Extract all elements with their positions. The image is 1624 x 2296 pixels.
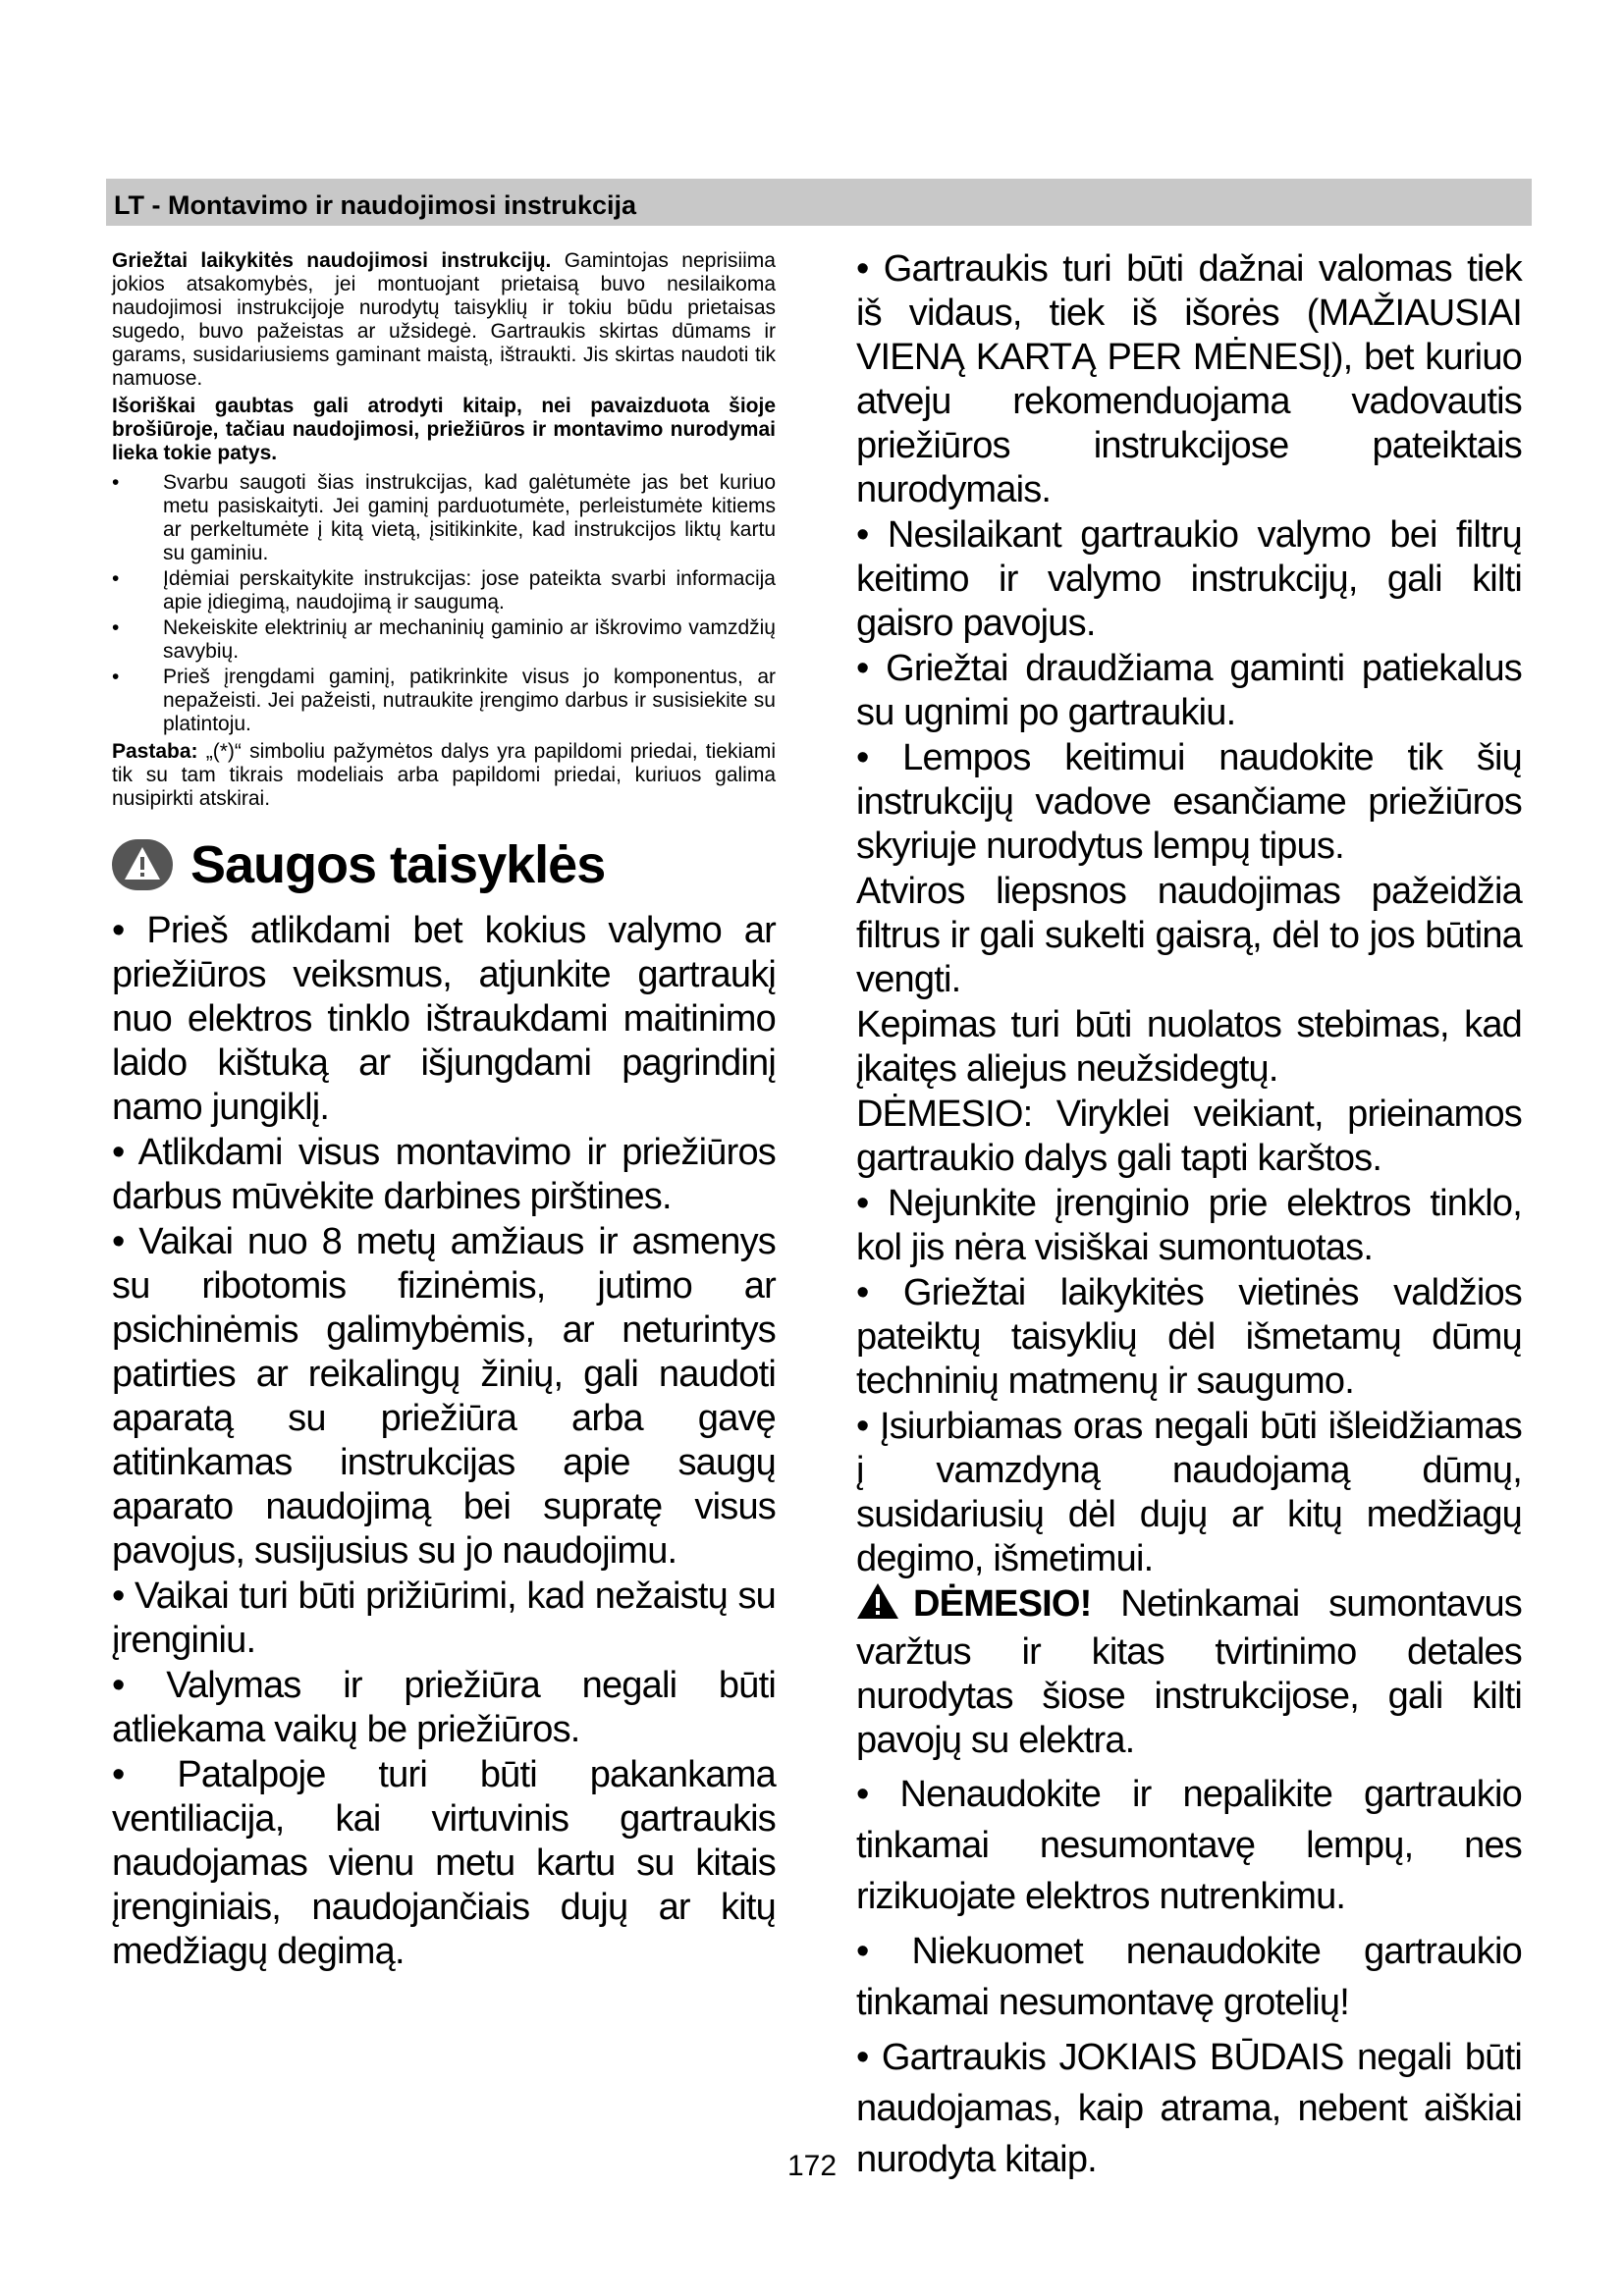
intro-text: Gamintojas neprisiima jokios atsakomybės, jei montuojant prietaisą buvo nesilaikoma naudojimosi instrukcijoje nurodytų taisyklių ir tokiu būdu prietaisas sugedo, buvo pažeistas ar užsidegė. Gartraukis skirtas dūmams ir garams, susidariusiems gaminant maistą, ištraukti. Jis skirtas naudoti tik namuose. [112,249,776,390]
safety-paragraph: • Gartraukis turi būti dažnai valomas tiek iš vidaus, tiek iš išorės (MAŽIAUSIAI VIENĄ KARTĄ PER MĖNESĮ), bet kuriuo atveju rekomenduojama vadovautis priežiūros instrukcijose pateiktais nurodymais. [856,248,1522,510]
safety-heading [112,834,776,895]
note-paragraph [112,740,776,811]
safety-paragraph: • Vaikai turi būti prižiūrimi, kad nežaistų su įrenginiu. [112,1575,776,1661]
note-text: „(*)“ simboliu pažymėtos dalys yra papildomi priedai, tiekiami tik su tam tikrais modeliais arba papildomi priedai, kuriuos galima nusipirkti atskirai. [112,740,776,810]
safety-paragraph: DĖMESIO: Viryklei veikiant, prieinamos gartraukio dalys gali tapti karštos. [856,1094,1522,1179]
safety-paragraph: • Nesilaikant gartraukio valymo bei filtrų keitimo ir valymo instrukcijų, gali kilti gaisro pavojus. [856,514,1522,644]
safety-paragraph: • Griežtai draudžiama gaminti patiekalus su ugnimi po gartraukiu. [856,648,1522,733]
warning-icon [112,839,173,890]
safety-paragraph: • Atlikdami visus montavimo ir priežiūros darbus mūvėkite darbines pirštines. [112,1132,776,1217]
intro-bullet-list [112,471,776,736]
intro-bold: Griežtai laikykitės naudojimosi instrukcijų. [112,249,552,272]
list-item: • Nekeiskite elektrinių ar mechaninių gaminio ar iškrovimo vamzdžių savybių. [112,616,776,664]
appearance-note: Išoriškai gaubtas gali atrodyti kitaip, nei pavaizduota šioje brošiūroje, tačiau naudojimosi, priežiūros ir montavimo nurodymai lieka tokie patys. [112,395,776,464]
page-number: 172 [786,2150,838,2182]
right-column [856,247,1522,2186]
intro-paragraph [112,249,776,391]
safety-paragraph: • Griežtai laikykitės vietinės valdžios pateiktų taisyklių dėl išmetamų dūmų techninių matmenų ir saugumo. [856,1272,1522,1402]
attention-paragraph [856,1582,1522,1763]
safety-paragraph: • Lempos keitimui naudokite tik šių instrukcijų vadove esančiame priežiūros skyriuje nurodytus lempų tipus. [856,737,1522,867]
list-item: • Įdėmiai perskaitykite instrukcijas: jose pateikta svarbi informacija apie įdiegimą, naudojimą ir saugumą. [112,567,776,614]
section-header-title: LT - Montavimo ir naudojimosi instrukcija [114,190,637,220]
note-label: Pastaba: [112,740,198,763]
safety-paragraph: • Prieš atlikdami bet kokius valymo ar priežiūros veiksmus, atjunkite gartraukį nuo elektros tinklo ištraukdami maitinimo laido kištuką ar išjungdami pagrindinį namo jungiklį. [112,910,776,1128]
safety-paragraph: • Valymas ir priežiūra negali būti atliekama vaikų be priežiūros. [112,1665,776,1750]
safety-paragraph: Atviros liepsnos naudojimas pažeidžia filtrus ir gali sukelti gaisrą, dėl to jos būtina vengti. [856,871,1522,1000]
safety-paragraph: Kepimas turi būti nuolatos stebimas, kad įkaitęs aliejus neužsidegtų. [856,1004,1522,1090]
list-item: • Prieš įrengdami gaminį, patikrinkite visus jo komponentus, ar nepažeisti. Jei pažeisti, nutraukite įrengimo darbus ir susisiekite su platintoju. [112,666,776,736]
safety-paragraph: • Gartraukis JOKIAIS BŪDAIS negali būti naudojamas, kaip atrama, nebent aiškiai nurodyta kitaip. [856,2037,1522,2180]
safety-paragraph: • Nejunkite įrenginio prie elektros tinklo, kol jis nėra visiškai sumontuotas. [856,1183,1522,1268]
safety-paragraph: • Nenaudokite ir nepalikite gartraukio tinkamai nesumontavę lempų, nes rizikuojate elektros nutrenkimu. [856,1774,1522,1917]
attention-label: DĖMESIO! [913,1583,1092,1625]
safety-paragraph: • Vaikai nuo 8 metų amžiaus ir asmenys su ribotomis fizinėmis, jutimo ar psichinėmis galimybėmis, ar neturintys patirties ar reikalingų žinių, gali naudoti aparatą su priežiūra arba gavę atitinkamas instrukcijas apie saugų aparato naudojimą bei supratę visus pavojus, susijusius su jo naudojimu. [112,1221,776,1572]
left-column [112,249,776,1975]
list-item: • Svarbu saugoti šias instrukcijas, kad galėtumėte jas bet kuriuo metu pasiskaityti. Jei gaminį parduotumėte, perleistumėte kitiems ar perkeltumėte į kitą vietą, įsitikinkite, kad instrukcijos liktų kartu su gaminiu. [112,471,776,565]
section-header-bar [106,179,1532,226]
safety-paragraph: • Įsiurbiamas oras negali būti išleidžiamas į vamzdyną naudojamą dūmų, susidariusių dėl dujų ar kitų medžiagų degimo, išmetimui. [856,1406,1522,1579]
attention-text: Netinkamai sumontavus varžtus ir kitas tvirtinimo detales nurodytas šiose instrukcijose, gali kilti pavojų su elektra. [856,1583,1522,1761]
safety-paragraph: • Niekuomet nenaudokite gartraukio tinkamai nesumontavę grotelių! [856,1931,1522,2023]
warning-icon [856,1582,899,1630]
safety-title: Saugos taisyklės [190,835,606,894]
safety-paragraph: • Patalpoje turi būti pakankama ventiliacija, kai virtuvinis gartraukis naudojamas vienu metu kartu su kitais įrenginiais, naudojančiais dujų ar kitų medžiagų degimą. [112,1754,776,1972]
